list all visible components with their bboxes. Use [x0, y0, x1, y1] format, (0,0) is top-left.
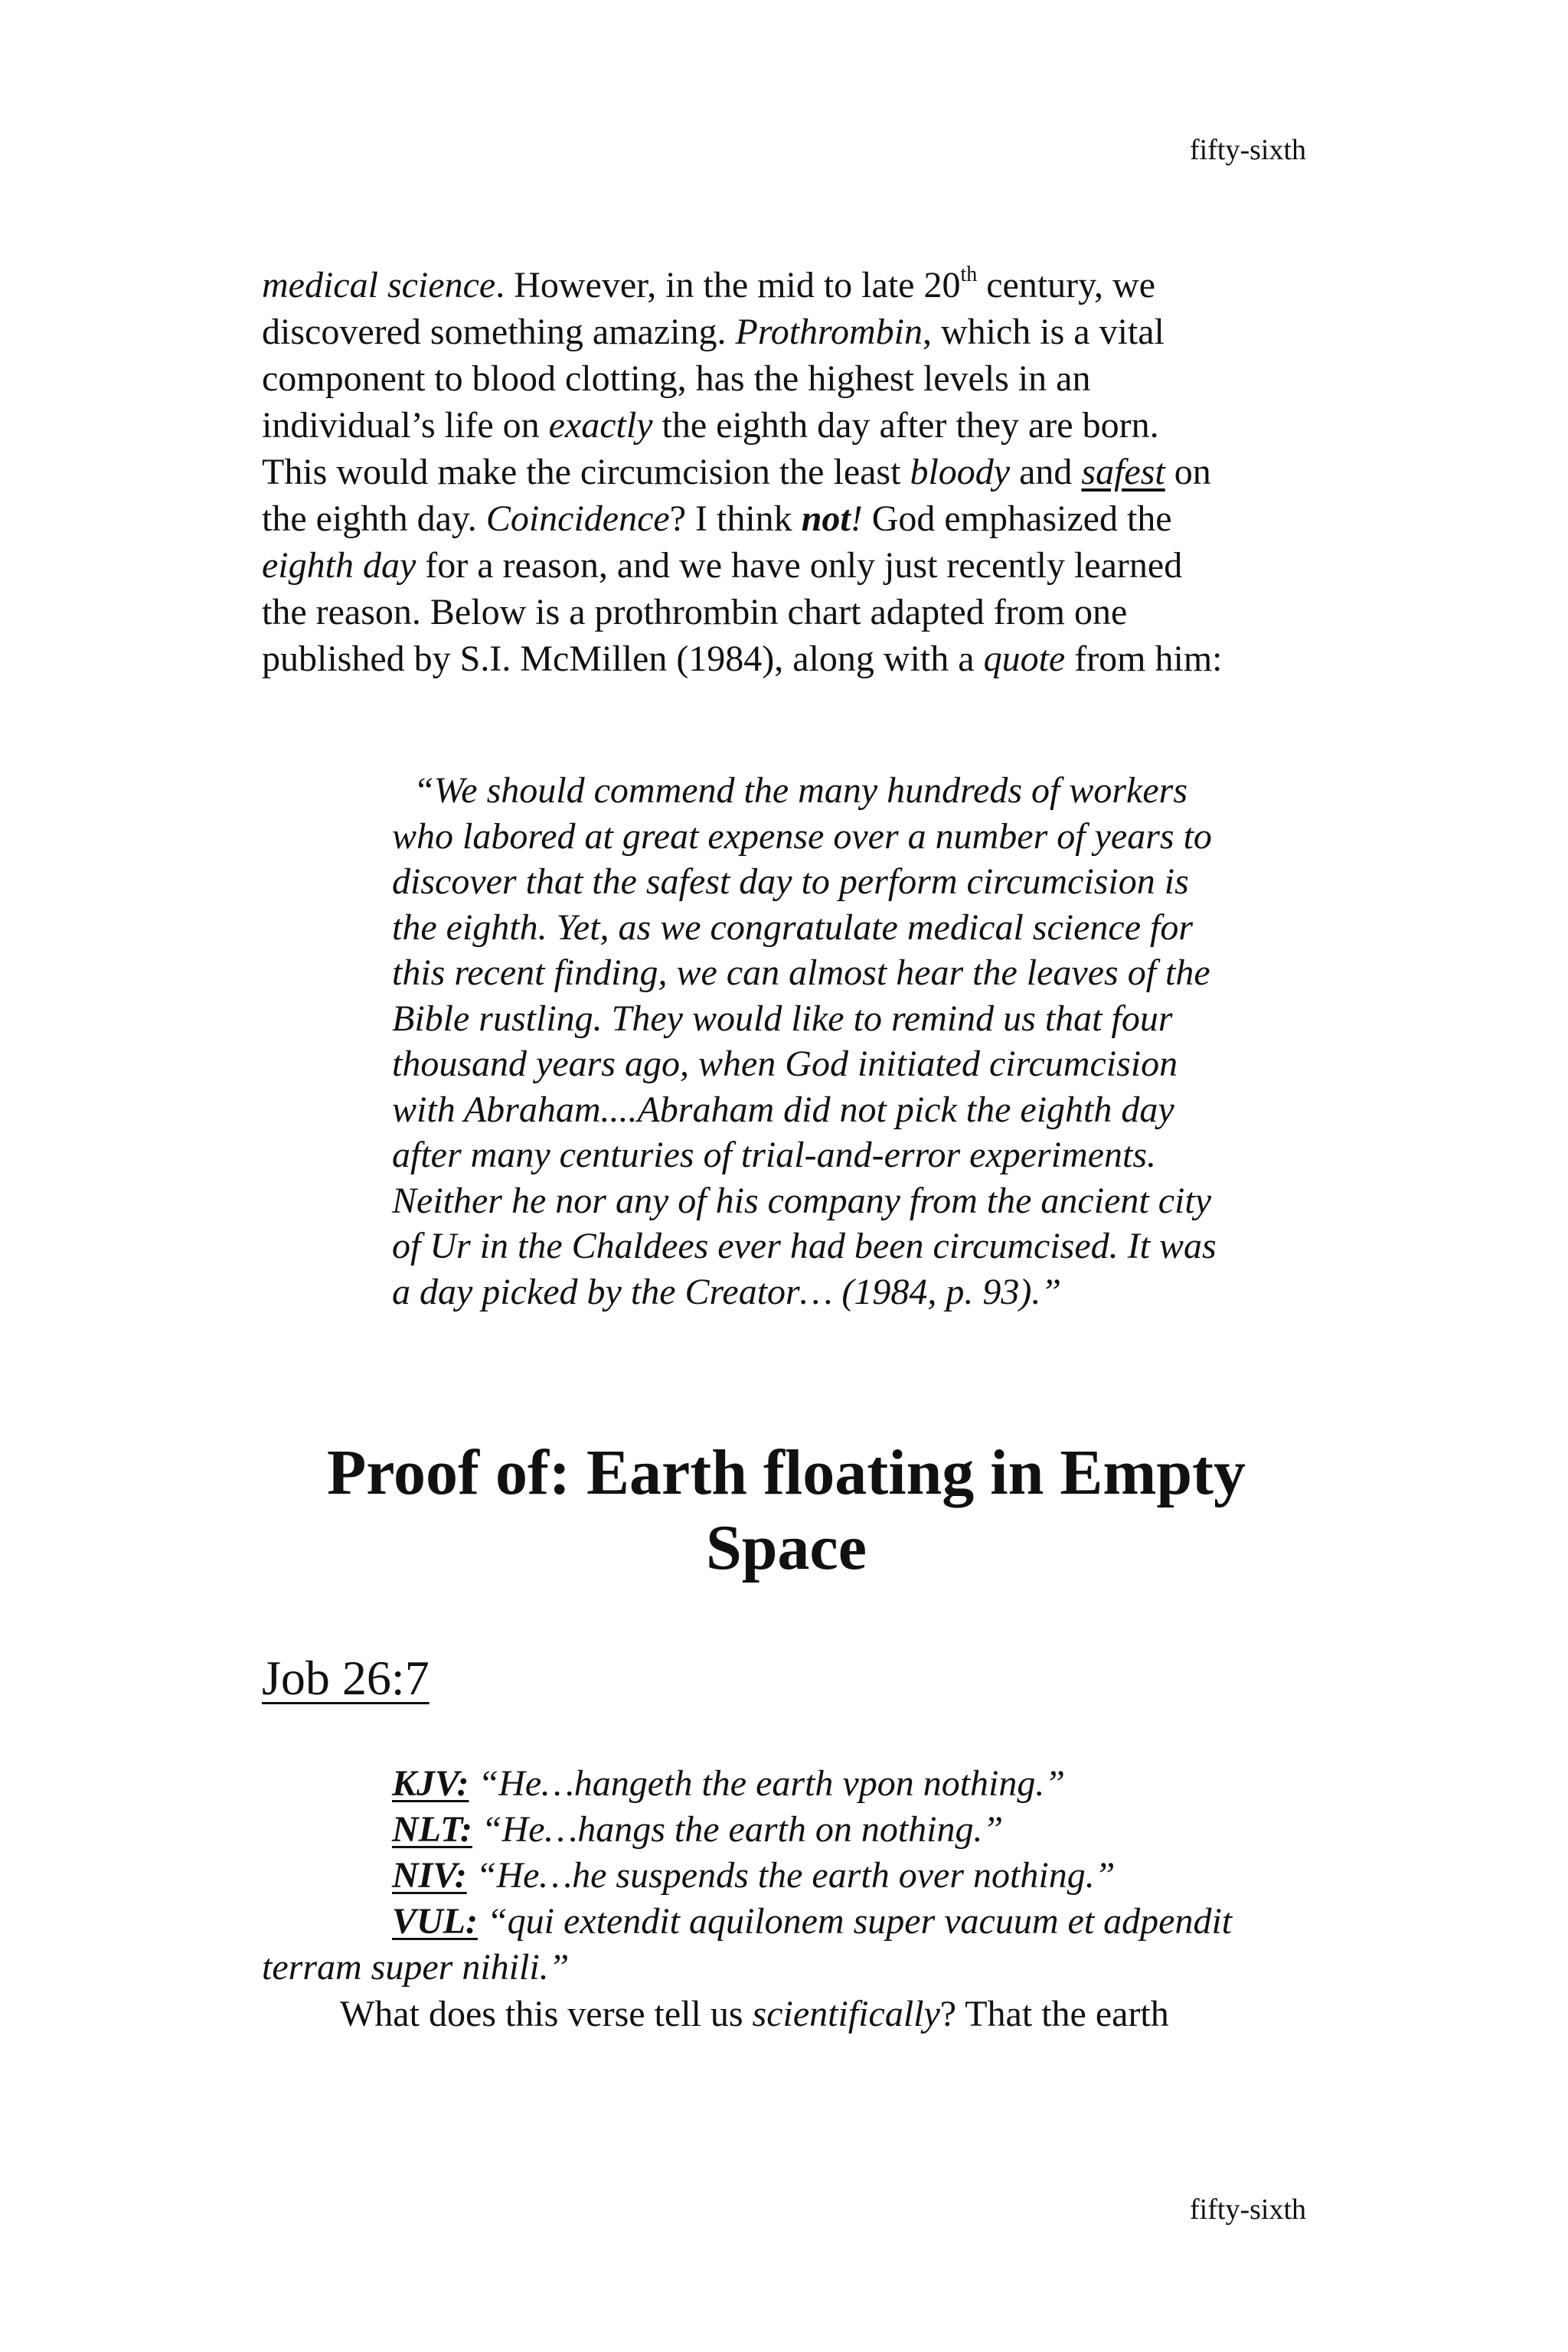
closing-paragraph	[340, 1991, 1169, 2037]
paragraph-line: the reason. Below is a prothrombin chart adapted from one	[262, 592, 1128, 632]
paragraph-line	[262, 262, 1311, 309]
text-run: This would make the circumcision the least	[262, 452, 910, 492]
italic-term: Coincidence	[485, 498, 670, 539]
translation-list	[262, 1761, 1334, 1991]
bold-italic-term: not	[801, 498, 851, 539]
quote-line: of Ur in the Chaldees ever had been circumcised. It was	[392, 1226, 1217, 1266]
quote-line: who labored at great expense over a number of years to	[392, 815, 1212, 857]
translation-abbr: NLT:	[392, 1809, 472, 1850]
paragraph-line: component to blood clotting, has the highest levels in an	[262, 358, 1091, 399]
paragraph-line	[262, 542, 1311, 589]
translation-text: “He…hangs the earth on nothing.”	[472, 1809, 1004, 1850]
text-run: , which is a vital	[922, 312, 1165, 352]
italic-term: Prothrombin	[735, 312, 923, 352]
body-paragraph	[262, 262, 1311, 682]
translation-abbr: NIV:	[392, 1855, 467, 1896]
italic-term: exactly	[548, 405, 653, 446]
quote-line: thousand years ago, when God initiated circumcision	[392, 1044, 1178, 1084]
text-run: and	[1010, 452, 1082, 492]
quote-line: the eighth. Yet, as we congratulate medical science for	[392, 906, 1194, 948]
block-quote	[392, 768, 1334, 1315]
translation-kjv	[262, 1761, 1334, 1807]
translation-vul-continued: terram super nihili.”	[262, 1947, 570, 1988]
italic-term: eighth day	[262, 545, 416, 586]
translation-text: “He…hangeth the earth vpon nothing.”	[469, 1763, 1066, 1804]
translation-niv	[262, 1853, 1334, 1899]
text-run: individual’s life on	[262, 405, 549, 446]
superscript: th	[960, 263, 978, 286]
text-run: ? I think	[669, 498, 802, 539]
italic-term: !	[850, 498, 863, 539]
paragraph-line	[262, 402, 1311, 449]
translation-abbr: KJV:	[392, 1763, 469, 1804]
text-run: . However, in the mid to late 20	[495, 265, 961, 305]
text-run: God emphasized the	[862, 498, 1172, 539]
text-run: discovered something amazing.	[262, 312, 736, 352]
italic-term: scientifically	[752, 1994, 940, 2034]
translation-nlt	[262, 1807, 1334, 1853]
quote-line: “We should commend the many hundreds of workers	[413, 770, 1188, 811]
text-run: published by S.I. McMillen (1984), along with a	[262, 639, 984, 679]
paragraph-line	[262, 449, 1311, 495]
text-run: the eighth day.	[262, 498, 486, 539]
quote-line: discover that the safest day to perform circumcision is	[392, 861, 1189, 902]
running-foot: fifty-sixth	[1190, 2194, 1306, 2226]
translation-text: “qui extendit aquilonem super vacuum et adpendit	[477, 1901, 1233, 1942]
paragraph-line	[262, 495, 1311, 542]
text-run: on	[1165, 452, 1211, 492]
text-run: century, we	[977, 265, 1156, 305]
paragraph-line	[262, 309, 1311, 355]
paragraph-line	[262, 635, 1311, 682]
italic-term: bloody	[910, 452, 1011, 492]
text-run: the eighth day after they are born.	[652, 405, 1159, 446]
section-heading-line: Proof of: Earth floating in Empty	[326, 1437, 1246, 1508]
underlined-italic-term: safest	[1081, 452, 1165, 492]
translation-vul	[262, 1899, 1334, 1945]
quote-line: after many centuries of trial-and-error experiments.	[392, 1135, 1157, 1175]
quote-line: a day picked by the Creator… (1984, p. 93).”	[392, 1271, 1062, 1312]
text-run: for a reason, and we have only just recently learned	[416, 545, 1183, 586]
section-heading	[262, 1436, 1311, 1586]
text-run: from him:	[1065, 639, 1223, 679]
running-head: fifty-sixth	[1190, 134, 1306, 166]
text-run: What does this verse tell us	[340, 1994, 753, 2034]
quote-line: with Abraham....Abraham did not pick the eighth day	[392, 1089, 1174, 1130]
quote-line: Bible rustling. They would like to remind us that four	[392, 998, 1173, 1039]
verse-reference: Job 26:7	[262, 1651, 430, 1705]
italic-term: quote	[983, 639, 1066, 679]
translation-abbr: VUL:	[392, 1901, 478, 1942]
translation-text: “He…he suspends the earth over nothing.”	[466, 1855, 1116, 1896]
text-run: ? That the earth	[939, 1994, 1169, 2034]
quote-line: Neither he nor any of his company from the ancient city	[392, 1180, 1211, 1221]
italic-term: medical science	[262, 265, 496, 305]
section-heading-line: Space	[706, 1512, 867, 1583]
quote-line: this recent finding, we can almost hear the leaves of the	[392, 952, 1210, 993]
